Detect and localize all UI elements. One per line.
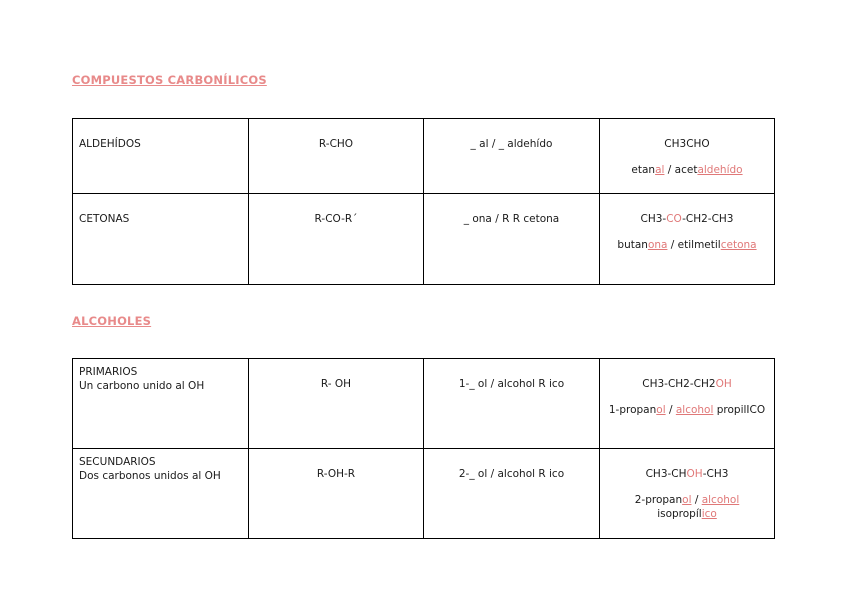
suffix-highlight: aldehído xyxy=(697,164,743,176)
suffix-highlight: alcohol xyxy=(675,404,714,416)
row-description: Dos carbonos unidos al OH xyxy=(79,470,221,482)
text-segment: -CH2-CH3 xyxy=(682,213,734,225)
naming-rule: _ ona / R R cetona xyxy=(463,213,560,225)
naming-rule: _ al / _ aldehído xyxy=(470,138,553,150)
naming-cell xyxy=(424,119,600,194)
text-segment: CH3- xyxy=(640,213,667,225)
example-formula xyxy=(600,467,774,481)
text-segment: / xyxy=(691,494,702,506)
general-formula: R-OH-R xyxy=(316,468,356,480)
text-segment: propilICO xyxy=(713,404,766,416)
example-formula xyxy=(600,377,774,391)
table-row xyxy=(73,194,775,285)
example-cell xyxy=(600,119,775,194)
naming-rule: 1-_ ol / alcohol R ico xyxy=(458,378,565,390)
row-name: PRIMARIOS xyxy=(79,366,138,378)
type-cell xyxy=(73,449,249,539)
example-name xyxy=(600,238,774,252)
text-segment: CH3-CH2-CH2 xyxy=(642,378,716,390)
example-name xyxy=(600,163,774,177)
row-name: ALDEHÍDOS xyxy=(79,138,141,150)
group-highlight: OH xyxy=(686,468,703,480)
text-segment: / xyxy=(665,404,676,416)
example-name-line xyxy=(600,238,774,252)
general-formula: R-CHO xyxy=(318,138,354,150)
carbonyl-table xyxy=(72,118,775,285)
type-cell xyxy=(73,119,249,194)
example xyxy=(600,212,774,252)
example-name xyxy=(600,493,774,521)
row-description: Un carbono unido al OH xyxy=(79,380,205,392)
example-cell xyxy=(600,194,775,285)
text-segment: -CH3 xyxy=(702,468,729,480)
section-title-carbonilicos: COMPUESTOS CARBONÍLICOS xyxy=(72,73,267,87)
suffix-highlight: al xyxy=(655,164,665,176)
example-name-line xyxy=(600,403,774,417)
formula-cell xyxy=(249,119,424,194)
text-segment: isopropíl xyxy=(657,508,702,520)
suffix-highlight: ol xyxy=(656,404,666,416)
text-segment: CH3-CH xyxy=(645,468,687,480)
row-name: CETONAS xyxy=(79,213,130,225)
formula-cell xyxy=(249,449,424,539)
suffix-highlight: cetona xyxy=(720,239,757,251)
table-row xyxy=(73,449,775,539)
example-name-line xyxy=(600,163,774,177)
group-highlight: OH xyxy=(715,378,732,390)
example xyxy=(600,137,774,177)
alcohol-table xyxy=(72,358,775,539)
text-segment: CH3CHO xyxy=(664,138,710,150)
section-title-alcoholes: ALCOHOLES xyxy=(72,314,152,328)
formula-cell xyxy=(249,194,424,285)
text-segment: etan xyxy=(631,164,656,176)
suffix-highlight: ico xyxy=(701,508,717,520)
suffix-highlight: ol xyxy=(682,494,692,506)
example-name-line xyxy=(600,493,774,507)
example-name-line xyxy=(600,507,774,521)
naming-cell xyxy=(424,359,600,449)
example-name xyxy=(600,403,774,417)
example-cell xyxy=(600,359,775,449)
group-highlight: CO xyxy=(666,213,683,225)
text-segment: 2-propan xyxy=(634,494,683,506)
row-name: SECUNDARIOS xyxy=(79,456,156,468)
table-row xyxy=(73,119,775,194)
type-cell xyxy=(73,194,249,285)
suffix-highlight: ona xyxy=(647,239,668,251)
text-segment: 1-propan xyxy=(608,404,657,416)
text-segment: / acet xyxy=(664,164,698,176)
general-formula: R- OH xyxy=(320,378,352,390)
example-cell xyxy=(600,449,775,539)
suffix-highlight: alcohol xyxy=(701,494,740,506)
formula-cell xyxy=(249,359,424,449)
example xyxy=(600,467,774,521)
general-formula: R-CO-R´ xyxy=(314,213,358,225)
naming-rule: 2-_ ol / alcohol R ico xyxy=(458,468,565,480)
example-formula xyxy=(600,212,774,226)
naming-cell xyxy=(424,449,600,539)
naming-cell xyxy=(424,194,600,285)
text-segment: / etilmetil xyxy=(667,239,721,251)
table-row xyxy=(73,359,775,449)
example xyxy=(600,377,774,417)
type-cell xyxy=(73,359,249,449)
text-segment: butan xyxy=(617,239,648,251)
example-formula xyxy=(600,137,774,151)
